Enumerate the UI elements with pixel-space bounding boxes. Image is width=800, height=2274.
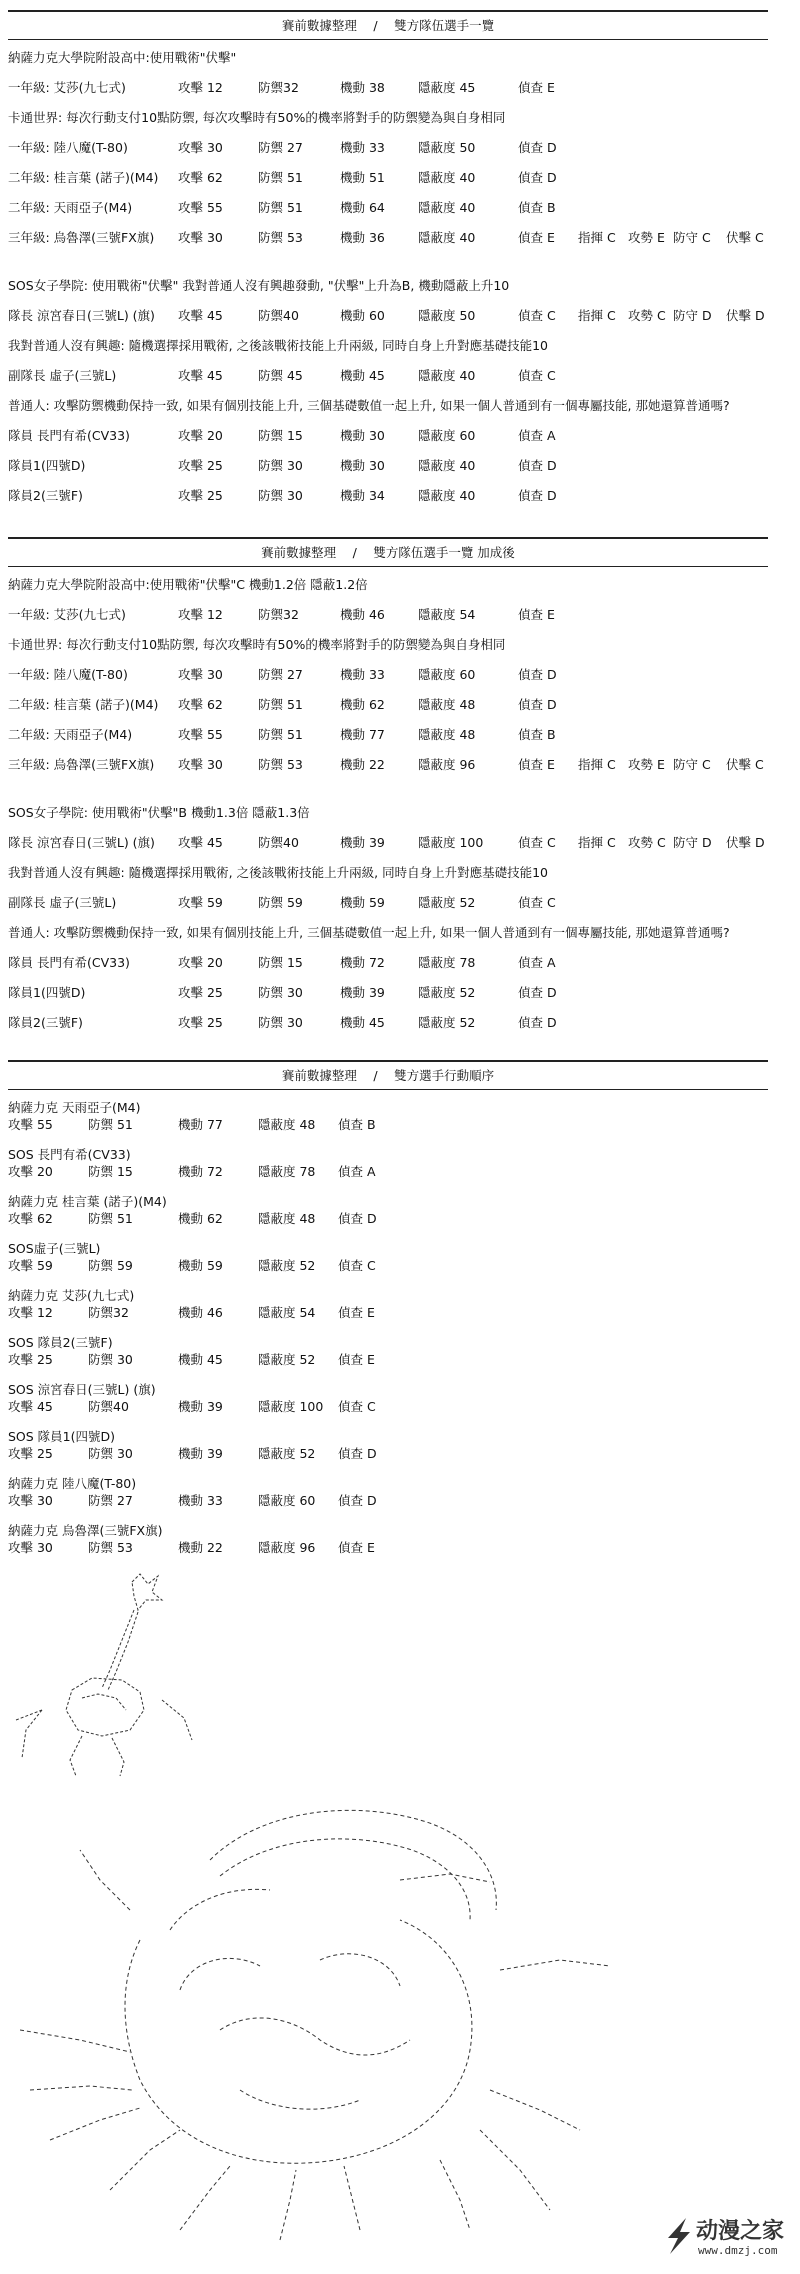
player-def: 防禦 51: [258, 200, 303, 215]
player-tactic: 防守 C: [673, 757, 711, 772]
action-order-name-line: [8, 1472, 768, 1489]
action-order-mob: 機動 33: [178, 1493, 223, 1508]
player-def: 防禦 15: [258, 955, 303, 970]
player-def: 防禦 30: [258, 488, 303, 503]
player-tactic: 防守 C: [673, 230, 711, 245]
player-mob: 機動 39: [340, 985, 385, 1000]
player-mob: 機動 59: [340, 895, 385, 910]
player-tactic: 伏擊 D: [726, 308, 765, 323]
player-atk: 攻擊 25: [178, 985, 223, 1000]
player-atk: 攻擊 30: [178, 757, 223, 772]
action-order-mob: 機動 39: [178, 1446, 223, 1461]
player-stealth: 隱蔽度 96: [418, 757, 476, 772]
player-row: [8, 418, 768, 448]
player-tactic: 攻勢 C: [628, 308, 666, 323]
player-tactic: 指揮 C: [578, 308, 616, 323]
player-row: [8, 160, 768, 190]
player-scout: 偵查 D: [518, 140, 557, 155]
player-scout: 偵查 B: [518, 200, 556, 215]
player-scout: 偵查 E: [518, 757, 555, 772]
player-tactic: 伏擊 D: [726, 835, 765, 850]
action-order-name-line: [8, 1237, 768, 1254]
player-scout: 偵查 C: [518, 368, 556, 383]
action-order-atk: 攻擊 55: [8, 1117, 53, 1132]
player-scout: 偵查 C: [518, 895, 556, 910]
action-order-def: 防禦 15: [88, 1164, 133, 1179]
action-order-def: 防禦 59: [88, 1258, 133, 1273]
action-order-scout: 偵查 E: [338, 1540, 375, 1555]
action-order-stats-line: [8, 1160, 768, 1177]
action-order-name-line: [8, 1190, 768, 1207]
watermark-url: www.dmzj.com: [698, 2244, 778, 2257]
player-row: [8, 975, 768, 1005]
player-def: 防禦 53: [258, 230, 303, 245]
player-scout: 偵查 E: [518, 80, 555, 95]
player-scout: 偵查 C: [518, 308, 556, 323]
action-order-mob: 機動 59: [178, 1258, 223, 1273]
action-order-unit: SOS 隊員1(四號D): [8, 1429, 116, 1444]
player-scout: 偵查 D: [518, 488, 557, 503]
action-order-unit: SOS 涼宮春日(三號L) (旗): [8, 1382, 156, 1397]
player-atk: 攻擊 45: [178, 835, 223, 850]
player-row: [8, 70, 768, 100]
action-order-scout: 偵查 A: [338, 1164, 376, 1179]
action-order-stealth: 隱蔽度 54: [258, 1305, 316, 1320]
action-order-scout: 偵查 D: [338, 1211, 377, 1226]
action-order-unit: 納薩力克 天雨亞子(M4): [8, 1100, 141, 1115]
action-order-def: 防禦40: [88, 1399, 129, 1414]
player-tactic: 防守 D: [673, 308, 712, 323]
action-order-stats-line: [8, 1348, 768, 1365]
skill-note: [8, 100, 768, 130]
action-order-atk: 攻擊 12: [8, 1305, 53, 1320]
player-tactic: 指揮 C: [578, 757, 616, 772]
action-order-atk: 攻擊 59: [8, 1258, 53, 1273]
action-order-stats-line: [8, 1395, 768, 1412]
player-row: [8, 298, 768, 328]
player-atk: 攻擊 55: [178, 200, 223, 215]
player-stealth: 隱蔽度 100: [418, 835, 484, 850]
player-mob: 機動 77: [340, 727, 385, 742]
action-order-entry: [8, 1190, 768, 1237]
player-atk: 攻擊 59: [178, 895, 223, 910]
player-tactic: 攻勢 E: [628, 230, 665, 245]
player-mob: 機動 45: [340, 1015, 385, 1030]
action-order-entry: [8, 1096, 768, 1143]
skill-note-text: 卡通世界: 每次行動支付10點防禦, 每次攻擊時有50%的機率將對手的防禦變為與自身相同: [8, 637, 506, 652]
team-heading: [8, 268, 768, 298]
player-name: 一年級: 艾莎(九七式): [8, 607, 126, 622]
action-order-scout: 偵查 B: [338, 1117, 376, 1132]
player-mob: 機動 38: [340, 80, 385, 95]
action-order-def: 防禦 51: [88, 1211, 133, 1226]
player-mob: 機動 30: [340, 458, 385, 473]
action-order-atk: 攻擊 25: [8, 1352, 53, 1367]
ascii-art-figure-large: [20, 1790, 620, 2250]
dmzj-logo-icon: [664, 2216, 692, 2256]
player-stealth: 隱蔽度 52: [418, 895, 476, 910]
skill-note-text: 卡通世界: 每次行動支付10點防禦, 每次攻擊時有50%的機率將對手的防禦變為與自身相同: [8, 110, 506, 125]
action-order-mob: 機動 22: [178, 1540, 223, 1555]
player-def: 防禦 45: [258, 368, 303, 383]
player-stealth: 隱蔽度 40: [418, 488, 476, 503]
player-scout: 偵查 D: [518, 170, 557, 185]
player-stealth: 隱蔽度 40: [418, 230, 476, 245]
skill-note: [8, 627, 768, 657]
player-mob: 機動 62: [340, 697, 385, 712]
player-atk: 攻擊 12: [178, 80, 223, 95]
team-heading: [8, 567, 768, 597]
action-order-name-line: [8, 1425, 768, 1442]
action-order-mob: 機動 39: [178, 1399, 223, 1414]
player-tactic: 攻勢 C: [628, 835, 666, 850]
player-row: [8, 1005, 768, 1035]
team-heading: [8, 40, 768, 70]
action-order-unit: 納薩力克 陸八魔(T-80): [8, 1476, 137, 1491]
action-order-def: 防禦 30: [88, 1352, 133, 1367]
action-order-entry: [8, 1472, 768, 1519]
player-row: [8, 885, 768, 915]
player-def: 防禦 30: [258, 458, 303, 473]
watermark-brand: 动漫之家: [696, 2219, 785, 2244]
player-mob: 機動 30: [340, 428, 385, 443]
player-atk: 攻擊 45: [178, 308, 223, 323]
player-mob: 機動 36: [340, 230, 385, 245]
action-order-scout: 偵查 D: [338, 1493, 377, 1508]
player-stealth: 隱蔽度 40: [418, 200, 476, 215]
player-tactic: 防守 D: [673, 835, 712, 850]
player-name: 隊員 長門有希(CV33): [8, 955, 130, 970]
player-mob: 機動 64: [340, 200, 385, 215]
action-order-scout: 偵查 D: [338, 1446, 377, 1461]
action-order-mob: 機動 62: [178, 1211, 223, 1226]
action-order-stealth: 隱蔽度 48: [258, 1211, 316, 1226]
player-def: 防禦 30: [258, 985, 303, 1000]
action-order-def: 防禦 53: [88, 1540, 133, 1555]
player-name: 隊員2(三號F): [8, 1015, 83, 1030]
action-order-name-line: [8, 1378, 768, 1395]
player-scout: 偵查 A: [518, 955, 556, 970]
player-stealth: 隱蔽度 48: [418, 697, 476, 712]
player-stealth: 隱蔽度 45: [418, 80, 476, 95]
player-def: 防禦 51: [258, 727, 303, 742]
player-row: [8, 130, 768, 160]
action-order-entry: [8, 1378, 768, 1425]
ascii-art-figure-small: [12, 1570, 212, 1780]
action-order-entry: [8, 1425, 768, 1472]
player-def: 防禦 15: [258, 428, 303, 443]
action-order-atk: 攻擊 45: [8, 1399, 53, 1414]
skill-note-text: 普通人: 攻擊防禦機動保持一致, 如果有個別技能上升, 三個基礎數值一起上升, 如果一個人普通到有一個專屬技能, 那她還算普通嗎?: [8, 398, 730, 413]
skill-note: [8, 388, 768, 418]
player-name: 三年級: 烏魯澤(三號FX旗): [8, 230, 155, 245]
player-mob: 機動 51: [340, 170, 385, 185]
action-order-stealth: 隱蔽度 60: [258, 1493, 316, 1508]
action-order-entry: [8, 1237, 768, 1284]
action-order-stealth: 隱蔽度 52: [258, 1446, 316, 1461]
action-order-atk: 攻擊 30: [8, 1540, 53, 1555]
player-scout: 偵查 A: [518, 428, 556, 443]
action-order-name-line: [8, 1096, 768, 1113]
player-row: [8, 190, 768, 220]
player-name: 二年級: 天雨亞子(M4): [8, 727, 133, 742]
team-gap: [8, 777, 768, 795]
action-order-unit: SOS虛子(三號L): [8, 1241, 101, 1256]
player-row: [8, 358, 768, 388]
player-mob: 機動 46: [340, 607, 385, 622]
player-def: 防禦40: [258, 308, 299, 323]
action-order-stealth: 隱蔽度 48: [258, 1117, 316, 1132]
player-atk: 攻擊 25: [178, 1015, 223, 1030]
player-scout: 偵查 E: [518, 607, 555, 622]
player-atk: 攻擊 20: [178, 428, 223, 443]
team-heading-text: 納薩力克大學院附設高中:使用戰術"伏擊": [8, 50, 237, 65]
player-atk: 攻擊 25: [178, 458, 223, 473]
skill-note: [8, 915, 768, 945]
action-order-scout: 偵查 C: [338, 1399, 376, 1414]
player-stealth: 隱蔽度 60: [418, 667, 476, 682]
team-heading-text: 納薩力克大學院附設高中:使用戰術"伏擊"C 機動1.2倍 隱蔽1.2倍: [8, 577, 368, 592]
action-order-unit: SOS 長門有希(CV33): [8, 1147, 131, 1162]
action-order-def: 防禦 51: [88, 1117, 133, 1132]
team-heading: [8, 795, 768, 825]
section-3-title: 賽前數據整理 / 雙方選手行動順序: [8, 1060, 768, 1090]
player-row: [8, 448, 768, 478]
player-def: 防禦 59: [258, 895, 303, 910]
player-atk: 攻擊 55: [178, 727, 223, 742]
player-name: 一年級: 艾莎(九七式): [8, 80, 126, 95]
skill-note: [8, 855, 768, 885]
player-def: 防禦 27: [258, 140, 303, 155]
action-order-entry: [8, 1331, 768, 1378]
player-atk: 攻擊 12: [178, 607, 223, 622]
action-order-stats-line: [8, 1113, 768, 1130]
team-heading-text: SOS女子學院: 使用戰術"伏擊"B 機動1.3倍 隱蔽1.3倍: [8, 805, 310, 820]
player-stealth: 隱蔽度 50: [418, 308, 476, 323]
player-atk: 攻擊 62: [178, 697, 223, 712]
player-mob: 機動 33: [340, 667, 385, 682]
player-mob: 機動 34: [340, 488, 385, 503]
action-order-stats-line: [8, 1207, 768, 1224]
player-stealth: 隱蔽度 52: [418, 985, 476, 1000]
action-order-stealth: 隱蔽度 96: [258, 1540, 316, 1555]
player-stealth: 隱蔽度 60: [418, 428, 476, 443]
player-atk: 攻擊 45: [178, 368, 223, 383]
player-tactic: 伏擊 C: [726, 757, 764, 772]
player-def: 防禦32: [258, 607, 299, 622]
action-order-def: 防禦 27: [88, 1493, 133, 1508]
player-stealth: 隱蔽度 78: [418, 955, 476, 970]
action-order-unit: 納薩力克 桂言葉 (諾子)(M4): [8, 1194, 167, 1209]
player-scout: 偵查 D: [518, 667, 557, 682]
player-stealth: 隱蔽度 54: [418, 607, 476, 622]
player-stealth: 隱蔽度 52: [418, 1015, 476, 1030]
skill-note-text: 我對普通人沒有興趣: 隨機選擇採用戰術, 之後該戰術技能上升兩級, 同時自身上升對應基礎技能10: [8, 338, 548, 353]
player-tactic: 指揮 C: [578, 835, 616, 850]
player-def: 防禦 30: [258, 1015, 303, 1030]
player-stealth: 隱蔽度 40: [418, 458, 476, 473]
action-order-stealth: 隱蔽度 78: [258, 1164, 316, 1179]
player-row: [8, 657, 768, 687]
player-row: [8, 747, 768, 777]
action-order-name-line: [8, 1284, 768, 1301]
player-scout: 偵查 E: [518, 230, 555, 245]
section-2: [8, 537, 768, 1035]
section-3: [8, 1060, 768, 1566]
player-atk: 攻擊 62: [178, 170, 223, 185]
player-tactic: 伏擊 C: [726, 230, 764, 245]
player-row: [8, 687, 768, 717]
action-order-scout: 偵查 E: [338, 1352, 375, 1367]
player-row: [8, 945, 768, 975]
player-def: 防禦32: [258, 80, 299, 95]
player-name: 隊長 涼宮春日(三號L) (旗): [8, 308, 155, 323]
section-2-title: 賽前數據整理 / 雙方隊伍選手一覽 加成後: [8, 537, 768, 567]
team-heading-text: SOS女子學院: 使用戰術"伏擊" 我對普通人沒有興趣發動, "伏擊"上升為B, 機動隱蔽上升10: [8, 278, 510, 293]
player-name: 二年級: 桂言葉 (諾子)(M4): [8, 697, 159, 712]
action-order-stats-line: [8, 1254, 768, 1271]
section-1: [8, 10, 768, 508]
action-order-stealth: 隱蔽度 52: [258, 1352, 316, 1367]
player-mob: 機動 72: [340, 955, 385, 970]
action-order-atk: 攻擊 30: [8, 1493, 53, 1508]
action-order-scout: 偵查 E: [338, 1305, 375, 1320]
player-name: 隊員1(四號D): [8, 458, 86, 473]
player-name: 二年級: 天雨亞子(M4): [8, 200, 133, 215]
player-row: [8, 478, 768, 508]
skill-note-text: 我對普通人沒有興趣: 隨機選擇採用戰術, 之後該戰術技能上升兩級, 同時自身上升對應基礎技能10: [8, 865, 548, 880]
action-order-unit: SOS 隊員2(三號F): [8, 1335, 113, 1350]
player-tactic: 指揮 C: [578, 230, 616, 245]
player-name: 副隊長 虛子(三號L): [8, 895, 117, 910]
action-order-mob: 機動 45: [178, 1352, 223, 1367]
player-row: [8, 597, 768, 627]
player-name: 隊員2(三號F): [8, 488, 83, 503]
player-stealth: 隱蔽度 40: [418, 170, 476, 185]
player-name: 一年級: 陸八魔(T-80): [8, 667, 128, 682]
action-order-def: 防禦32: [88, 1305, 129, 1320]
action-order-entry: [8, 1143, 768, 1190]
player-name: 一年級: 陸八魔(T-80): [8, 140, 128, 155]
player-def: 防禦 51: [258, 170, 303, 185]
action-order-mob: 機動 72: [178, 1164, 223, 1179]
player-def: 防禦 53: [258, 757, 303, 772]
skill-note: [8, 328, 768, 358]
player-name: 三年級: 烏魯澤(三號FX旗): [8, 757, 155, 772]
action-order-atk: 攻擊 25: [8, 1446, 53, 1461]
player-name: 二年級: 桂言葉 (諾子)(M4): [8, 170, 159, 185]
player-scout: 偵查 D: [518, 1015, 557, 1030]
action-order-name-line: [8, 1143, 768, 1160]
action-order-mob: 機動 46: [178, 1305, 223, 1320]
player-atk: 攻擊 30: [178, 140, 223, 155]
action-order-entry: [8, 1284, 768, 1331]
player-atk: 攻擊 25: [178, 488, 223, 503]
action-order-atk: 攻擊 20: [8, 1164, 53, 1179]
player-scout: 偵查 D: [518, 697, 557, 712]
player-atk: 攻擊 20: [178, 955, 223, 970]
player-def: 防禦 51: [258, 697, 303, 712]
player-name: 隊員1(四號D): [8, 985, 86, 1000]
action-order-unit: 納薩力克 艾莎(九七式): [8, 1288, 135, 1303]
player-scout: 偵查 C: [518, 835, 556, 850]
player-atk: 攻擊 30: [178, 667, 223, 682]
action-order-stealth: 隱蔽度 52: [258, 1258, 316, 1273]
player-mob: 機動 22: [340, 757, 385, 772]
player-scout: 偵查 D: [518, 458, 557, 473]
action-order-unit: 納薩力克 烏魯澤(三號FX旗): [8, 1523, 163, 1538]
watermark-logo: [664, 2212, 796, 2264]
action-order-stats-line: [8, 1489, 768, 1506]
player-stealth: 隱蔽度 48: [418, 727, 476, 742]
player-tactic: 攻勢 E: [628, 757, 665, 772]
action-order-name-line: [8, 1519, 768, 1536]
action-order-stats-line: [8, 1301, 768, 1318]
action-order-scout: 偵查 C: [338, 1258, 376, 1273]
player-name: 隊員 長門有希(CV33): [8, 428, 130, 443]
action-order-stats-line: [8, 1536, 768, 1553]
action-order-mob: 機動 77: [178, 1117, 223, 1132]
player-stealth: 隱蔽度 50: [418, 140, 476, 155]
player-name: 隊長 涼宮春日(三號L) (旗): [8, 835, 155, 850]
action-order-stealth: 隱蔽度 100: [258, 1399, 324, 1414]
player-mob: 機動 60: [340, 308, 385, 323]
player-mob: 機動 39: [340, 835, 385, 850]
player-scout: 偵查 B: [518, 727, 556, 742]
player-mob: 機動 33: [340, 140, 385, 155]
action-order-atk: 攻擊 62: [8, 1211, 53, 1226]
action-order-name-line: [8, 1331, 768, 1348]
player-row: [8, 220, 768, 250]
action-order-entry: [8, 1519, 768, 1566]
section-1-title: 賽前數據整理 / 雙方隊伍選手一覽: [8, 10, 768, 40]
player-row: [8, 717, 768, 747]
player-atk: 攻擊 30: [178, 230, 223, 245]
player-stealth: 隱蔽度 40: [418, 368, 476, 383]
skill-note-text: 普通人: 攻擊防禦機動保持一致, 如果有個別技能上升, 三個基礎數值一起上升, 如果一個人普通到有一個專屬技能, 那她還算普通嗎?: [8, 925, 730, 940]
action-order-stats-line: [8, 1442, 768, 1459]
action-order-def: 防禦 30: [88, 1446, 133, 1461]
player-def: 防禦40: [258, 835, 299, 850]
player-mob: 機動 45: [340, 368, 385, 383]
player-scout: 偵查 D: [518, 985, 557, 1000]
team-gap: [8, 250, 768, 268]
player-name: 副隊長 虛子(三號L): [8, 368, 117, 383]
player-row: [8, 825, 768, 855]
player-def: 防禦 27: [258, 667, 303, 682]
